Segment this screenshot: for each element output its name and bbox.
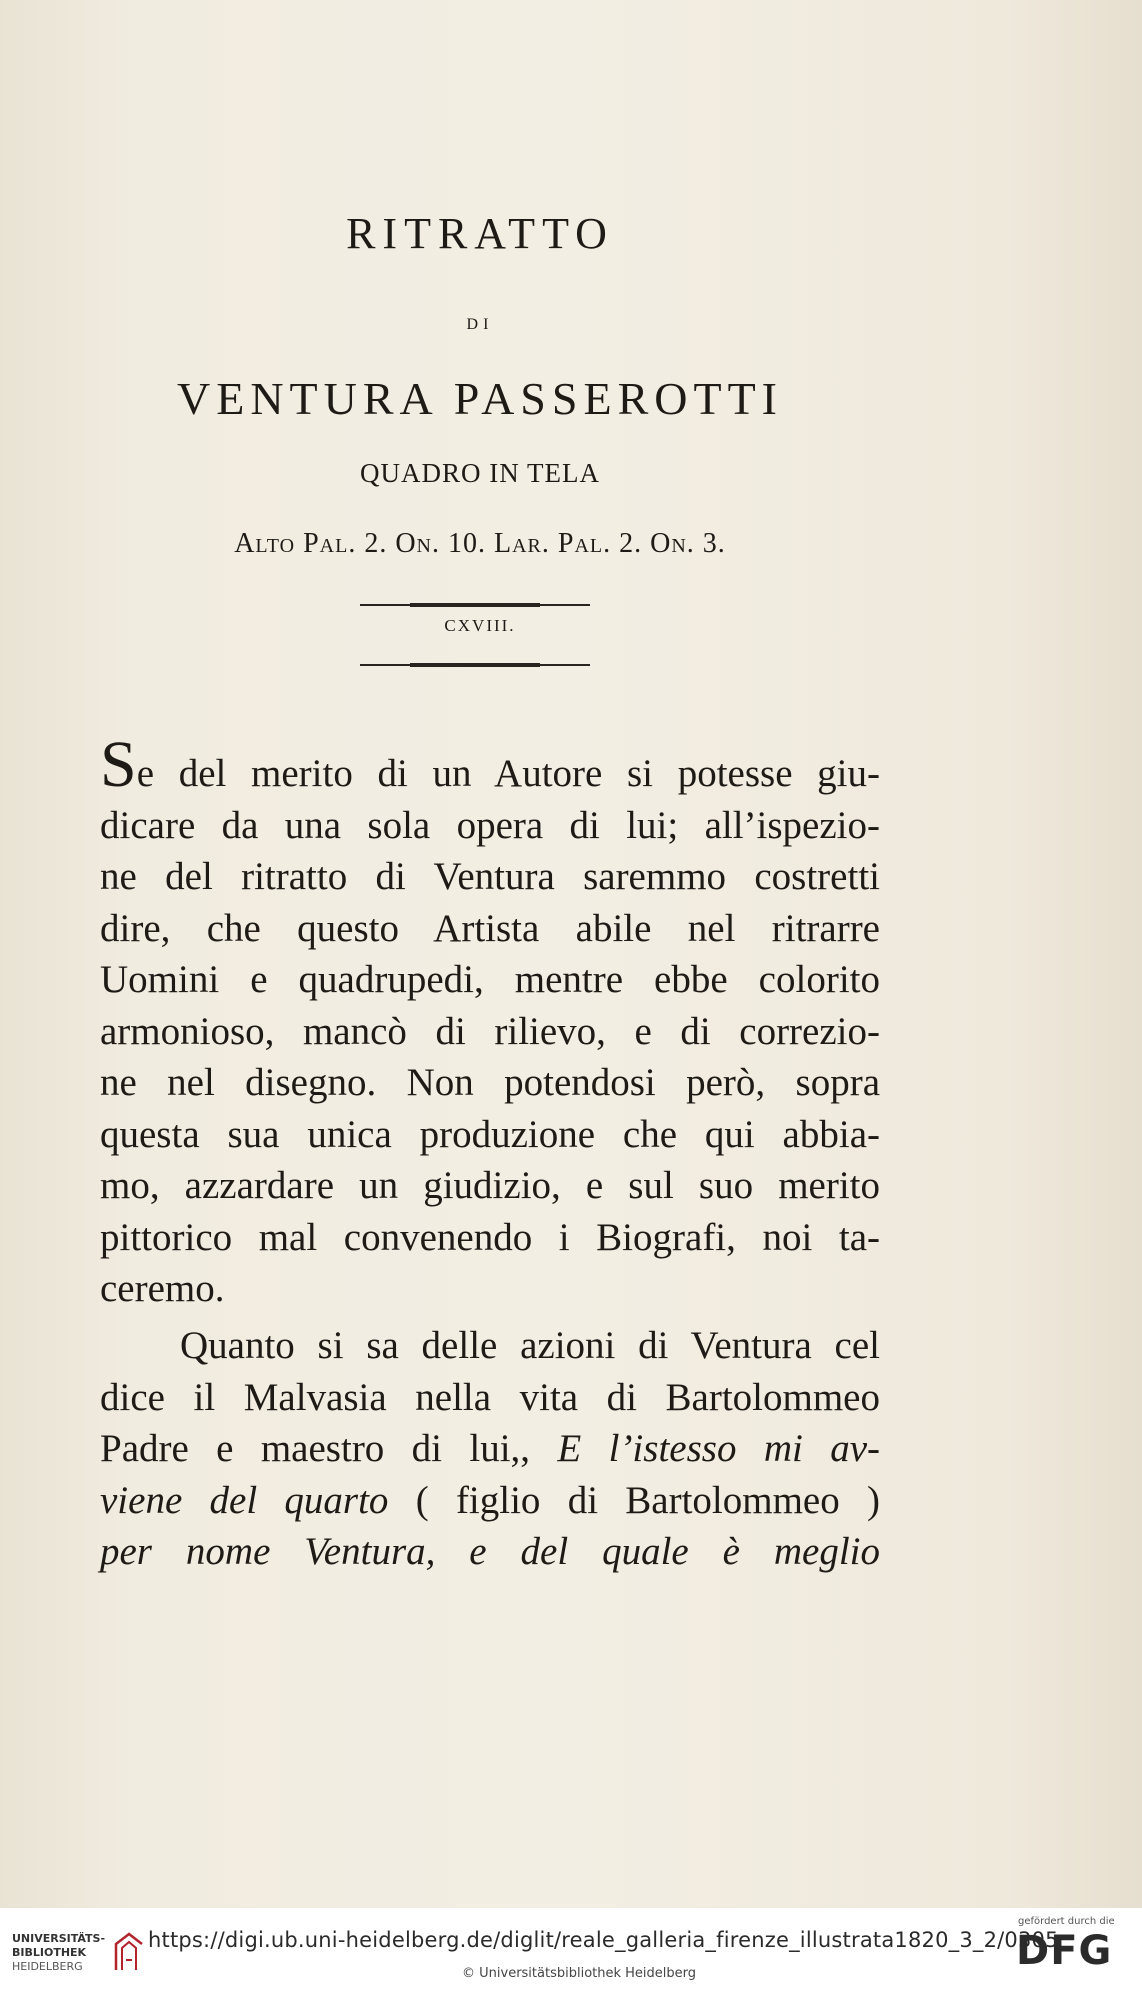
paragraph-1-line: pittorico mal convenendo i Biografi, noi ta- <box>100 1215 880 1259</box>
paragraph-1-line: questa sua unica produzione che qui abbia- <box>100 1112 880 1156</box>
paragraph-1-line: ceremo. <box>100 1267 225 1310</box>
paragraph-1 <box>100 728 880 1315</box>
paragraph-1-line: Se del merito di un Autore si potesse giu- <box>100 728 880 801</box>
viewer-footer <box>0 1908 1142 1992</box>
title-di: DI <box>466 316 494 333</box>
paragraph-2-line: per nome Ventura, e del quale è meglio <box>100 1530 880 1573</box>
paragraph-1-line: dire, che questo Artista abile nel ritrarre <box>100 906 880 950</box>
copyright-notice: © Universitätsbibliothek Heidelberg <box>462 1966 697 1981</box>
paragraph-1-line: armonioso, mancò di rilievo, e di correzio- <box>100 1009 880 1053</box>
library-emblem-icon <box>112 1930 146 1972</box>
paragraph-1-line: ne nel disegno. Non potendosi però, sopra <box>100 1061 880 1104</box>
divider-rule-bottom <box>360 664 590 666</box>
library-logo: UNIVERSITÄTS- BIBLIOTHEK HEIDELBERG <box>12 1932 106 1973</box>
plate-number: CXVIII. <box>444 616 516 635</box>
paragraph-1-line: Uomini e quadrupedi, mentre ebbe colorito <box>100 958 880 1001</box>
paragraph-2-line: viene del quarto ( figlio di Bartolommeo ) <box>100 1478 880 1522</box>
drop-cap: S <box>100 728 137 801</box>
title-ritratto: RITRATTO <box>346 209 614 258</box>
paragraph-2 <box>100 1320 880 1578</box>
divider-rule-top <box>360 604 590 606</box>
permalink-url[interactable]: https://digi.ub.uni-heidelberg.de/diglit/reale_galleria_firenze_illustrata1820_3_2/0305 <box>148 1928 1059 1952</box>
title-artist-name: VENTURA PASSEROTTI <box>177 373 783 424</box>
paragraph-2-line: Padre e maestro di lui,, E l’istesso mi av- <box>100 1427 880 1470</box>
subtitle-medium: QUADRO IN TELA <box>360 458 600 488</box>
measurements-line: Alto Pal. 2. On. 10. Lar. Pal. 2. On. 3. <box>234 528 726 559</box>
paragraph-1-line: ne del ritratto di Ventura saremmo costretti <box>100 855 880 898</box>
paragraph-2-line: dice il Malvasia nella vita di Bartolommeo <box>100 1375 880 1419</box>
paragraph-2-line: Quanto si sa delle azioni di Ventura cel <box>180 1324 880 1367</box>
funding-note: gefördert durch die <box>1018 1916 1115 1927</box>
dfg-logo: DFG <box>1016 1928 1113 1974</box>
paragraph-1-line: mo, azzardare un giudizio, e sul suo merito <box>100 1164 880 1207</box>
paragraph-1-line: dicare da una sola opera di lui; all’ispezio- <box>100 803 880 847</box>
